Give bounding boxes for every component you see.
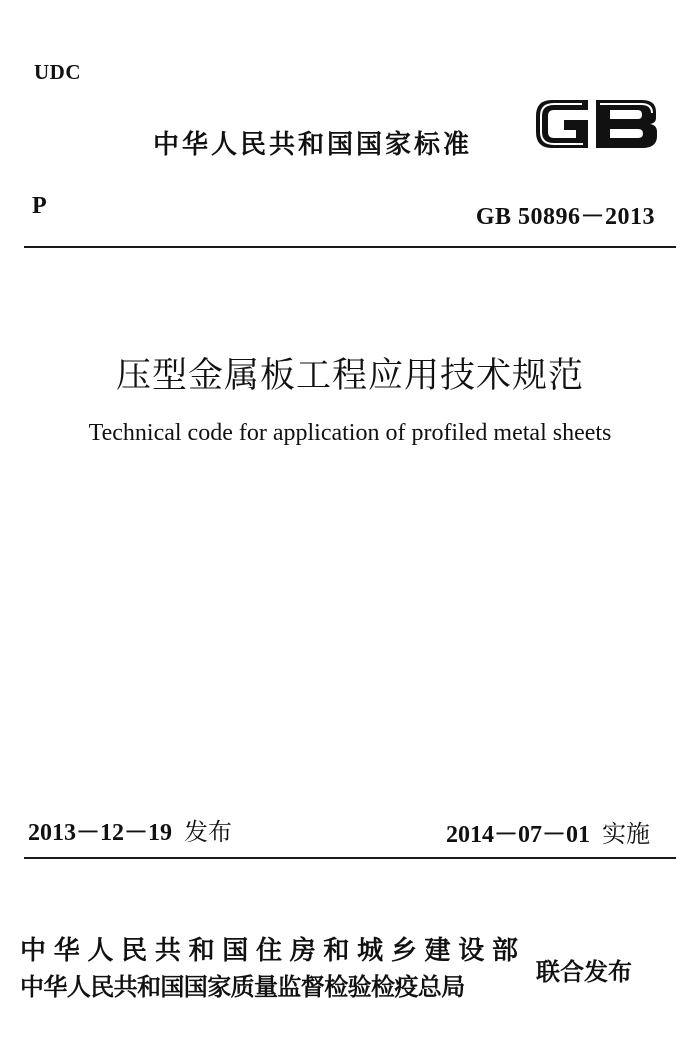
bottom-divider <box>24 857 676 859</box>
implement-label: 实施 <box>602 820 650 848</box>
national-standard-heading: 中华人民共和国国家标准 <box>153 130 473 160</box>
top-divider <box>24 246 676 248</box>
issue-date-line <box>28 812 232 847</box>
implement-date-line <box>446 814 650 849</box>
issue-label: 发布 <box>184 818 232 846</box>
issuer-ministry: 中华人民共和国住房和城乡建设部 <box>20 936 518 966</box>
gb-logo-icon <box>530 92 662 156</box>
category-code: P <box>32 193 47 219</box>
joint-issue-label: 联合发布 <box>536 958 632 986</box>
title-chinese: 压型金属板工程应用技术规范 <box>115 356 584 396</box>
issue-date: 2013－12－19 <box>28 820 172 846</box>
udc-label: UDC <box>34 60 81 84</box>
title-english: Technical code for application of profiled metal sheets <box>88 420 612 446</box>
implement-date: 2014－07－01 <box>446 822 590 848</box>
issuer-aqsiq: 中华人民共和国国家质量监督检验检疫总局 <box>20 973 465 1001</box>
standard-number: GB 50896－2013 <box>475 204 655 230</box>
